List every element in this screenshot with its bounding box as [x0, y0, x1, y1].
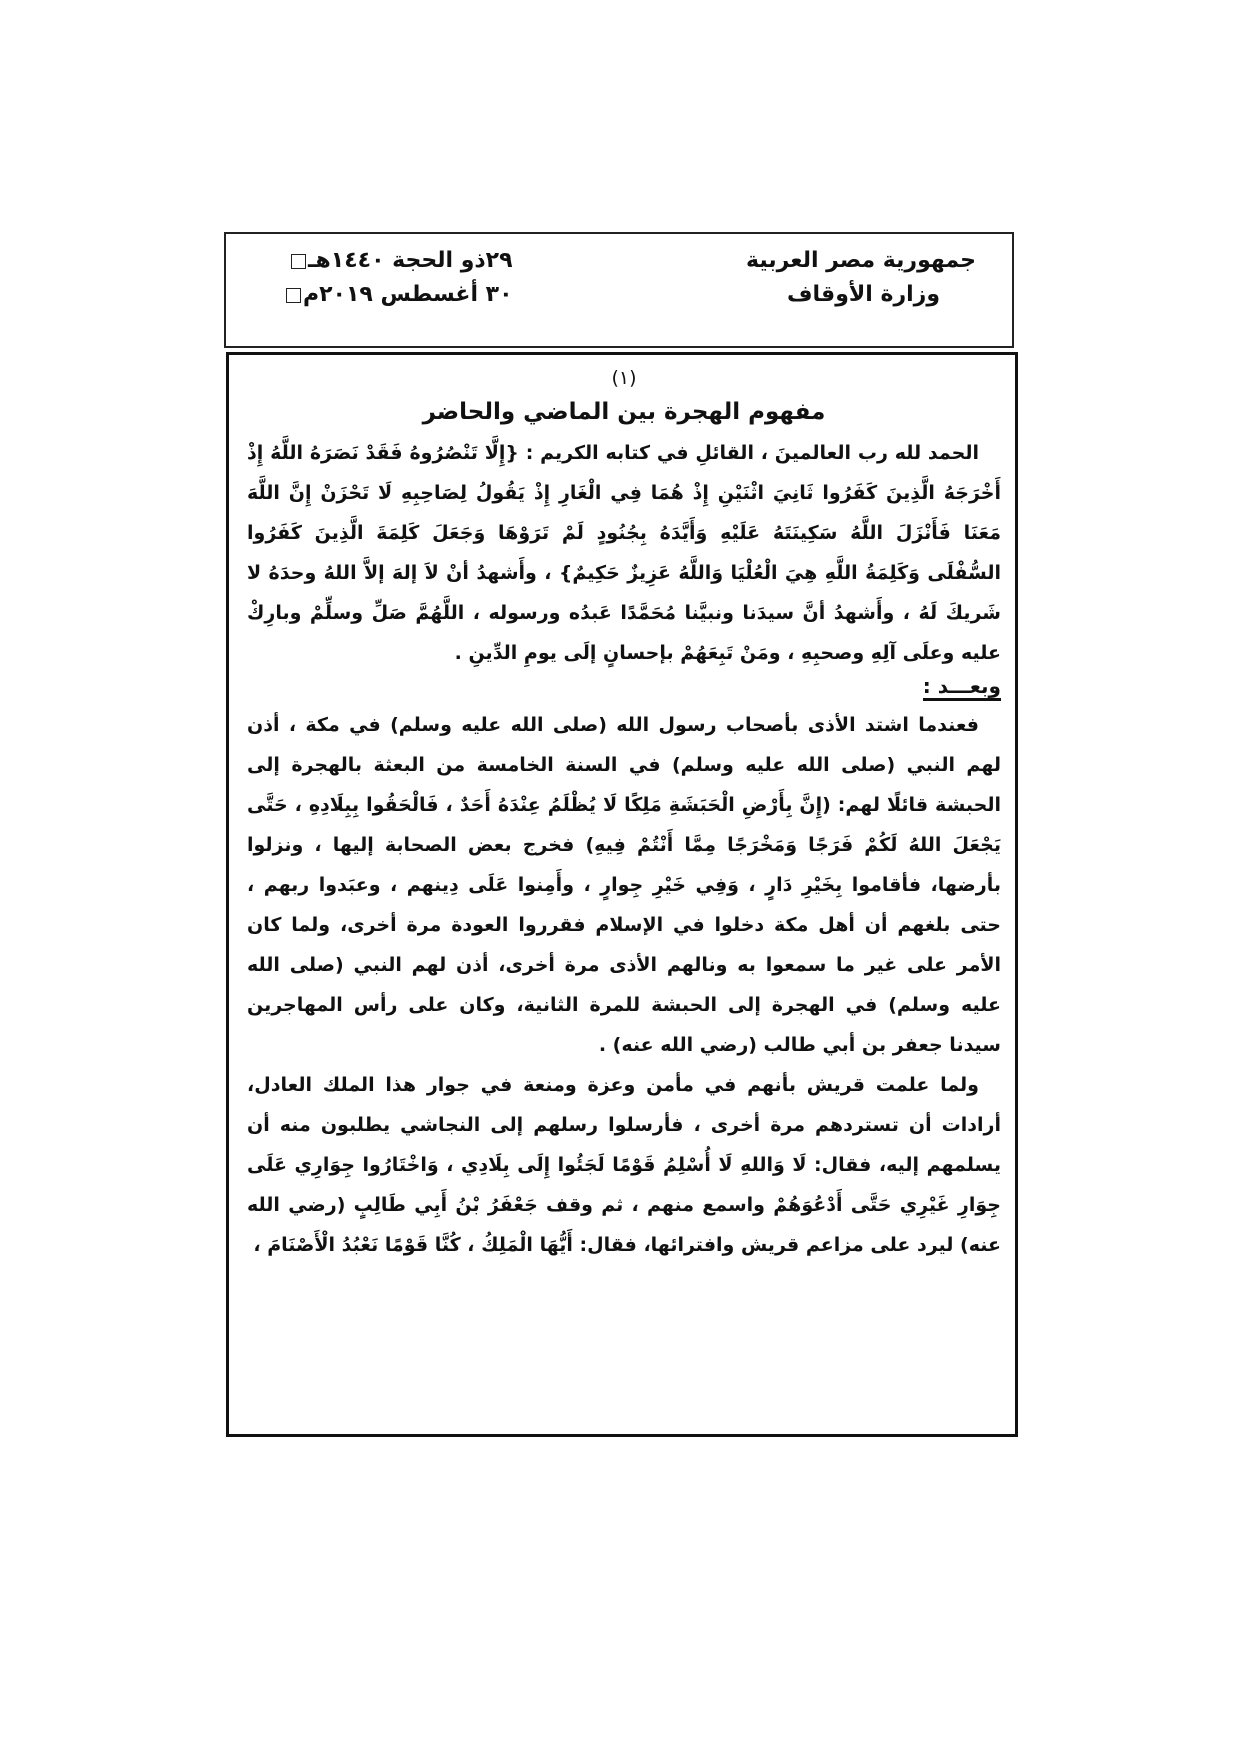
- sermon-box: [226, 352, 1018, 1437]
- checkbox-square-icon: [291, 254, 306, 269]
- sermon-title: مفهوم الهجرة بين الماضي والحاضر: [422, 399, 826, 425]
- hijri-date: ٢٩ذو الحجة ١٤٤٠هـ: [308, 248, 513, 273]
- intro-paragraph: الحمد لله رب العالمينَ ، القائلِ في كتابه الكريم : {إِلَّا تَنْصُرُوهُ فَقَدْ نَصَرَهُ اللَّهُ إِذْ أَخْرَجَهُ الَّذِينَ كَفَرُوا ثَانِيَ اثْنَيْنِ إِذْ هُمَا فِي الْغَارِ إِذْ يَقُولُ لِصَاحِبِهِ لَا تَحْزَنْ إِنَّ اللَّهَ مَعَنَا فَأَنْزَلَ اللَّهُ سَكِينَتَهُ عَلَيْهِ وَأَيَّدَهُ بِجُنُودٍ لَمْ تَرَوْهَا وَجَعَلَ كَلِمَةَ الَّذِينَ كَفَرُوا السُّفْلَى وَكَلِمَةُ اللَّهِ هِيَ الْعُلْيَا وَاللَّهُ عَزِيزٌ حَكِيمٌ} ، وأَشهدُ أنْ لاَ إلهَ إلاَّ اللهُ وحدَهُ لا شَريكَ لَهُ ، وأَشهدُ أنَّ سيدَنا ونبيَّنا مُحَمَّدًا عَبدُه ورسوله ، اللَّهُمَّ صَلِّ وسلِّمْ وبارِكْ عليه وعلَى آلِهِ وصحبِهِ ، ومَنْ تَبِعَهُمْ بإحسانٍ إلَى يومِ الدِّينِ .: [247, 442, 1001, 664]
- header-date-block: [286, 244, 513, 312]
- header-box: [224, 232, 1014, 348]
- country-name: جمهورية مصر العربية: [746, 248, 976, 273]
- wabad-text: وبعـــد :: [923, 674, 1001, 701]
- gregorian-date: ٣٠ أغسطس ٢٠١٩م: [303, 282, 513, 307]
- sermon-content: [247, 363, 1001, 1265]
- gregorian-date-line: [286, 278, 513, 312]
- paragraph-2: ولما علمت قريش بأنهم في مأمن وعزة ومنعة في جوار هذا الملك العادل، أرادات أن تستردهم مرة أخرى ، فأرسلوا رسلهم إلى النجاشي يطلبون منه أن يسلمهم إليه، فقال: لَا وَاللهِ لَا أُسْلِمُ قَوْمًا لَجَئُوا إِلَى بِلَادِي ، وَاخْتَارُوا جِوَارِي عَلَى جِوَارِ غَيْرِي حَتَّى أَدْعُوَهُمْ واسمع منهم ، ثم وقف جَعْفَرُ بْنُ أَبِي طَالِبٍ (رضي الله عنه) ليرد على مزاعم قريش وافترائها، فقال: أَيُّهَا الْمَلِكُ ، كُنَّا قَوْمًا نَعْبُدُ الْأَصْنَامَ ،: [247, 1074, 1001, 1256]
- paragraph-1: فعندما اشتد الأذى بأصحاب رسول الله (صلى الله عليه وسلم) في مكة ، أذن لهم النبي (صلى الله عليه وسلم) في السنة الخامسة من البعثة بالهجرة إلى الحبشة قائلًا لهم: (إِنَّ بِأَرْضِ الْحَبَشَةِ مَلِكًا لَا يُظْلَمُ عِنْدَهُ أَحَدٌ ، فَالْحَقُوا بِبِلَادِهِ ، حَتَّى يَجْعَلَ اللهُ لَكُمْ فَرَجًا وَمَخْرَجًا مِمَّا أَنْتُمْ فِيهِ) فخرج بعض الصحابة إليها ، ونزلوا بأرضها، فأقاموا بِخَيْرِ دَارٍ ، وَفِي خَيْرِ جِوارٍ ، وأَمِنوا عَلَى دِينهم ، وعبَدوا ربهم ، حتى بلغهم أن أهل مكة دخلوا في الإسلام فقرروا العودة مرة أخرى، ولما كان الأمر على غير ما سمعوا به ونالهم الأذى مرة أخرى، أذن لهم النبي (صلى الله عليه وسلم) في الهجرة إلى الحبشة للمرة الثانية، وكان على رأس المهاجرين سيدنا جعفر بن أبي طالب (رضي الله عنه) .: [247, 714, 1001, 1056]
- section-number: (١): [611, 367, 637, 389]
- checkbox-square-icon: [286, 288, 301, 303]
- header-ministry-block: [746, 244, 976, 312]
- hijri-date-line: [286, 244, 513, 278]
- wabad-heading: [247, 673, 1001, 699]
- ministry-name: وزارة الأوقاف: [786, 282, 940, 307]
